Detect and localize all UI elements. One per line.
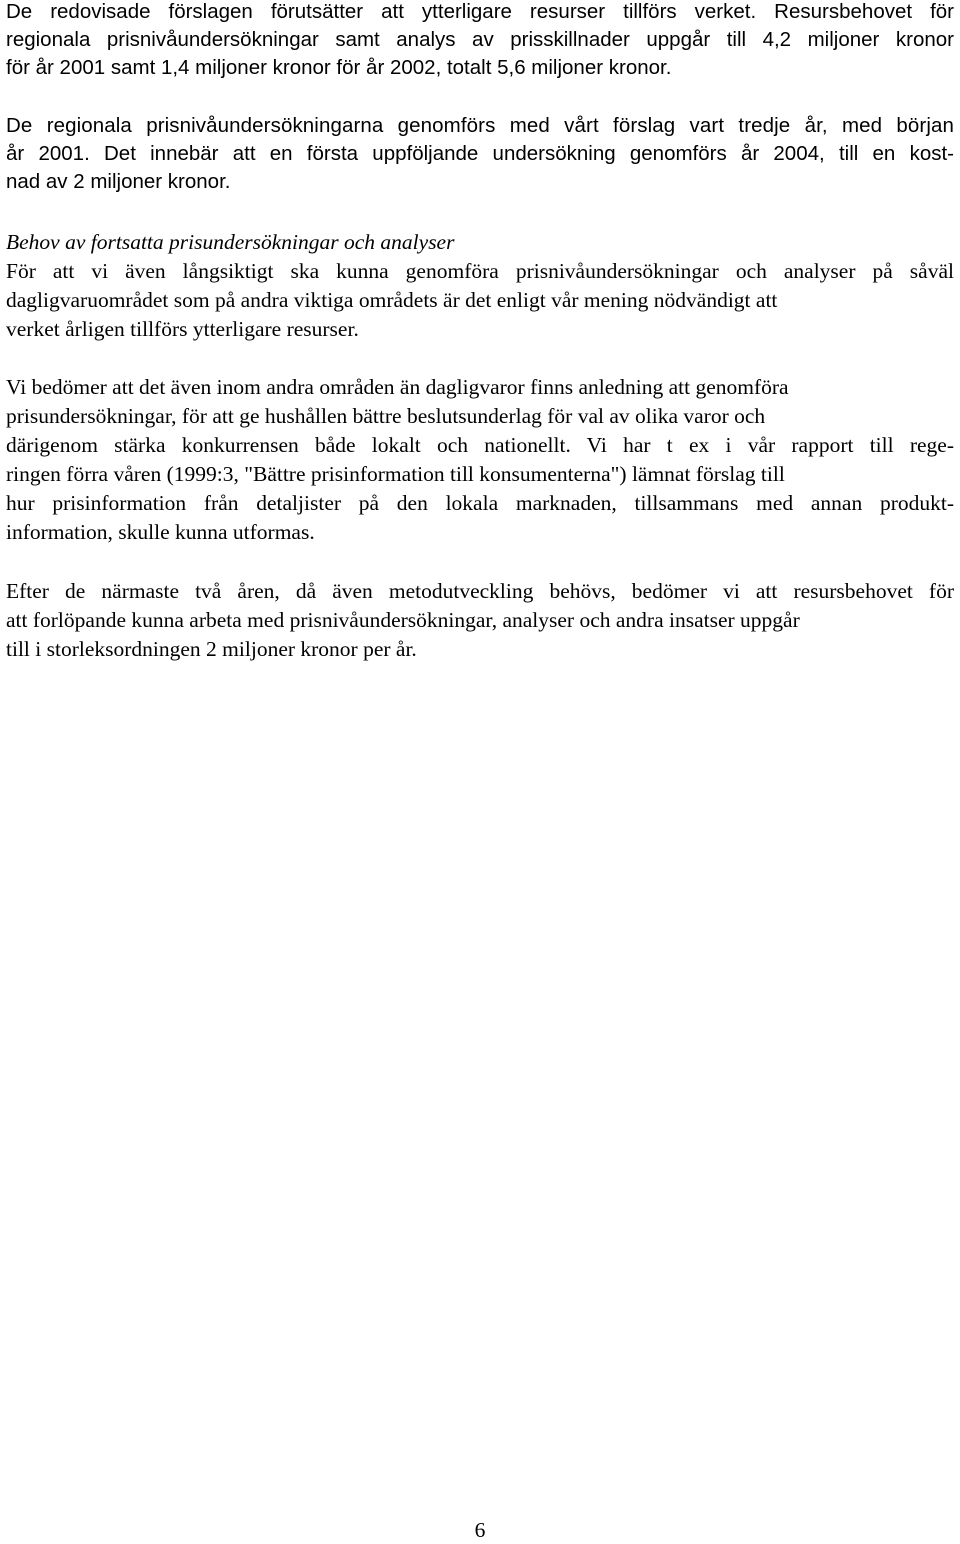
text-line: hur prisinformation från detaljister på den lokala marknaden, tillsammans med annan produkt- xyxy=(6,491,954,515)
text-line: De regionala prisnivåundersökningarna genomförs med vårt förslag vart tredje år, med början xyxy=(6,114,954,137)
paragraph-long-term-needs xyxy=(6,257,954,344)
page-number: 6 xyxy=(474,1518,486,1542)
text-line: år 2001. Det innebär att en första uppföljande undersökning genomförs år 2004, till en kost- xyxy=(6,142,954,165)
text-line: regionala prisnivåundersökningar samt analys av prisskillnader uppgår till 4,2 miljoner kronor xyxy=(6,28,954,51)
text-line: Vi bedömer att det även inom andra områden än dagligvaror finns anledning att genomföra xyxy=(6,375,789,399)
text-line: till i storleksordningen 2 miljoner kronor per år. xyxy=(6,637,417,661)
text-line: ringen förra våren (1999:3, "Bättre prisinformation till konsumenterna") lämnat förslag till xyxy=(6,462,785,486)
text-line: De redovisade förslagen förutsätter att ytterligare resurser tillförs verket. Resursbehovet för xyxy=(6,0,954,23)
text-line: att forlöpande kunna arbeta med prisnivåundersökningar, analyser och andra insatser uppgår xyxy=(6,608,800,632)
text-line: prisundersökningar, för att ge hushållen bättre beslutsunderlag för val av olika varor och xyxy=(6,404,766,428)
text-line: för år 2001 samt 1,4 miljoner kronor för år 2002, totalt 5,6 miljoner kronor. xyxy=(6,56,672,79)
paragraph-other-areas xyxy=(6,373,954,547)
paragraph-future-resources xyxy=(6,577,954,664)
text-line: information, skulle kunna utformas. xyxy=(6,520,315,544)
text-line: nad av 2 miljoner kronor. xyxy=(6,170,231,193)
text-line: därigenom stärka konkurrensen både lokalt och nationellt. Vi har t ex i vår rapport till rege- xyxy=(6,433,954,457)
paragraph-regional-surveys xyxy=(6,112,954,196)
text-line: Efter de närmaste två åren, då även metodutveckling behövs, bedömer vi att resursbehovet för xyxy=(6,579,954,603)
text-line: dagligvaruområdet som på andra viktiga områdets är det enligt vår mening nödvändigt att xyxy=(6,288,778,312)
section-heading: Behov av fortsatta prisundersökningar och analyser xyxy=(6,230,455,254)
text-line: verket årligen tillförs ytterligare resurser. xyxy=(6,317,359,341)
paragraph-resource-needs xyxy=(6,0,954,82)
text-line: För att vi även långsiktigt ska kunna genomföra prisnivåundersökningar och analyser på såväl xyxy=(6,259,954,283)
